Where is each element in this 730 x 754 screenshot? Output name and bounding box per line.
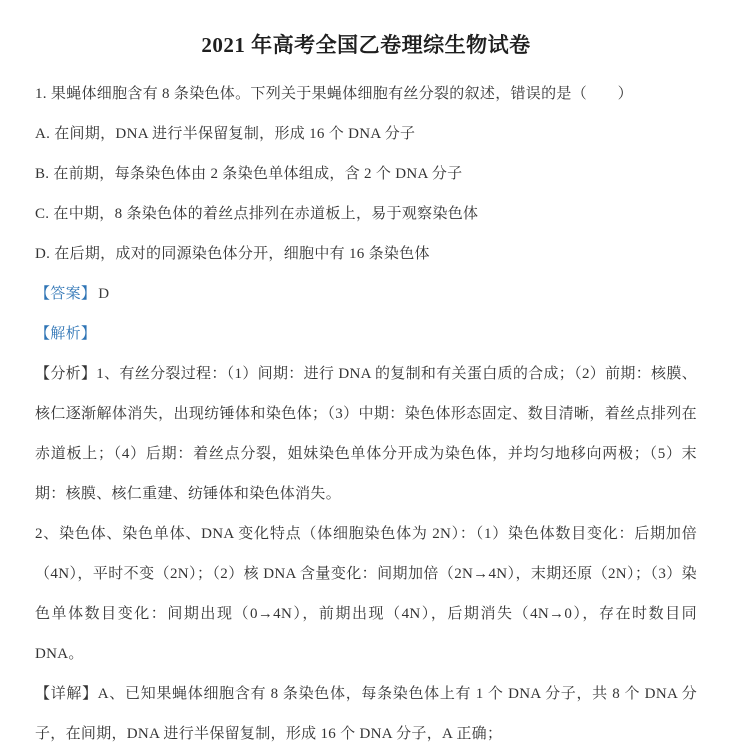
exam-document-page (0, 30, 730, 746)
option-b: B. 在前期，每条染色体由 2 条染色单体组成，含 2 个 DNA 分子 (35, 166, 463, 182)
analysis-label: 【解析】 (35, 326, 97, 342)
answer-label: 【答案】 (35, 286, 97, 302)
option-d: D. 在后期，成对的同源染色体分开，细胞中有 16 条染色体 (35, 246, 430, 262)
analysis-header-line (35, 314, 697, 354)
page-title: 2021 年高考全国乙卷理综生物试卷 (201, 33, 531, 57)
option-a: A. 在间期，DNA 进行半保留复制，形成 16 个 DNA 分子 (35, 126, 416, 142)
detail-paragraph: 【详解】A、已知果蝇体细胞含有 8 条染色体，每条染色体上有 1 个 DNA 分子，共 8 个 DNA 分子，在间期，DNA 进行半保留复制，形成 16 个 DNA 分子，A 正确； (35, 686, 697, 742)
question-stem: 1. 果蝇体细胞含有 8 条染色体。下列关于果蝇体细胞有丝分裂的叙述，错误的是（ ） (35, 86, 633, 102)
answer-value: D (98, 286, 110, 302)
option-c: C. 在中期，8 条染色体的着丝点排列在赤道板上，易于观察染色体 (35, 206, 479, 222)
answer-line (35, 274, 697, 314)
analysis-paragraph-2: 2、染色体、染色单体、DNA 变化特点（体细胞染色体为 2N）：（1）染色体数目变化：后期加倍（4N），平时不变（2N）；（2）核 DNA 含量变化：间期加倍（2N→4N），末期还原（2N）；（3）染色单体数目变化：间期出现（0→4N），前期出现（4N），后期消失（4N→0），存在时数目同 DNA。 (35, 526, 697, 662)
analysis-paragraph-1: 【分析】1、有丝分裂过程：（1）间期：进行 DNA 的复制和有关蛋白质的合成；（2）前期：核膜、核仁逐渐解体消失，出现纺锤体和染色体；（3）中期：染色体形态固定、数目清晰，着丝点排列在赤道板上；（4）后期：着丝点分裂，姐妹染色单体分开成为染色体，并均匀地移向两极；（5）末期：核膜、核仁重建、纺锤体和染色体消失。 (35, 366, 697, 502)
